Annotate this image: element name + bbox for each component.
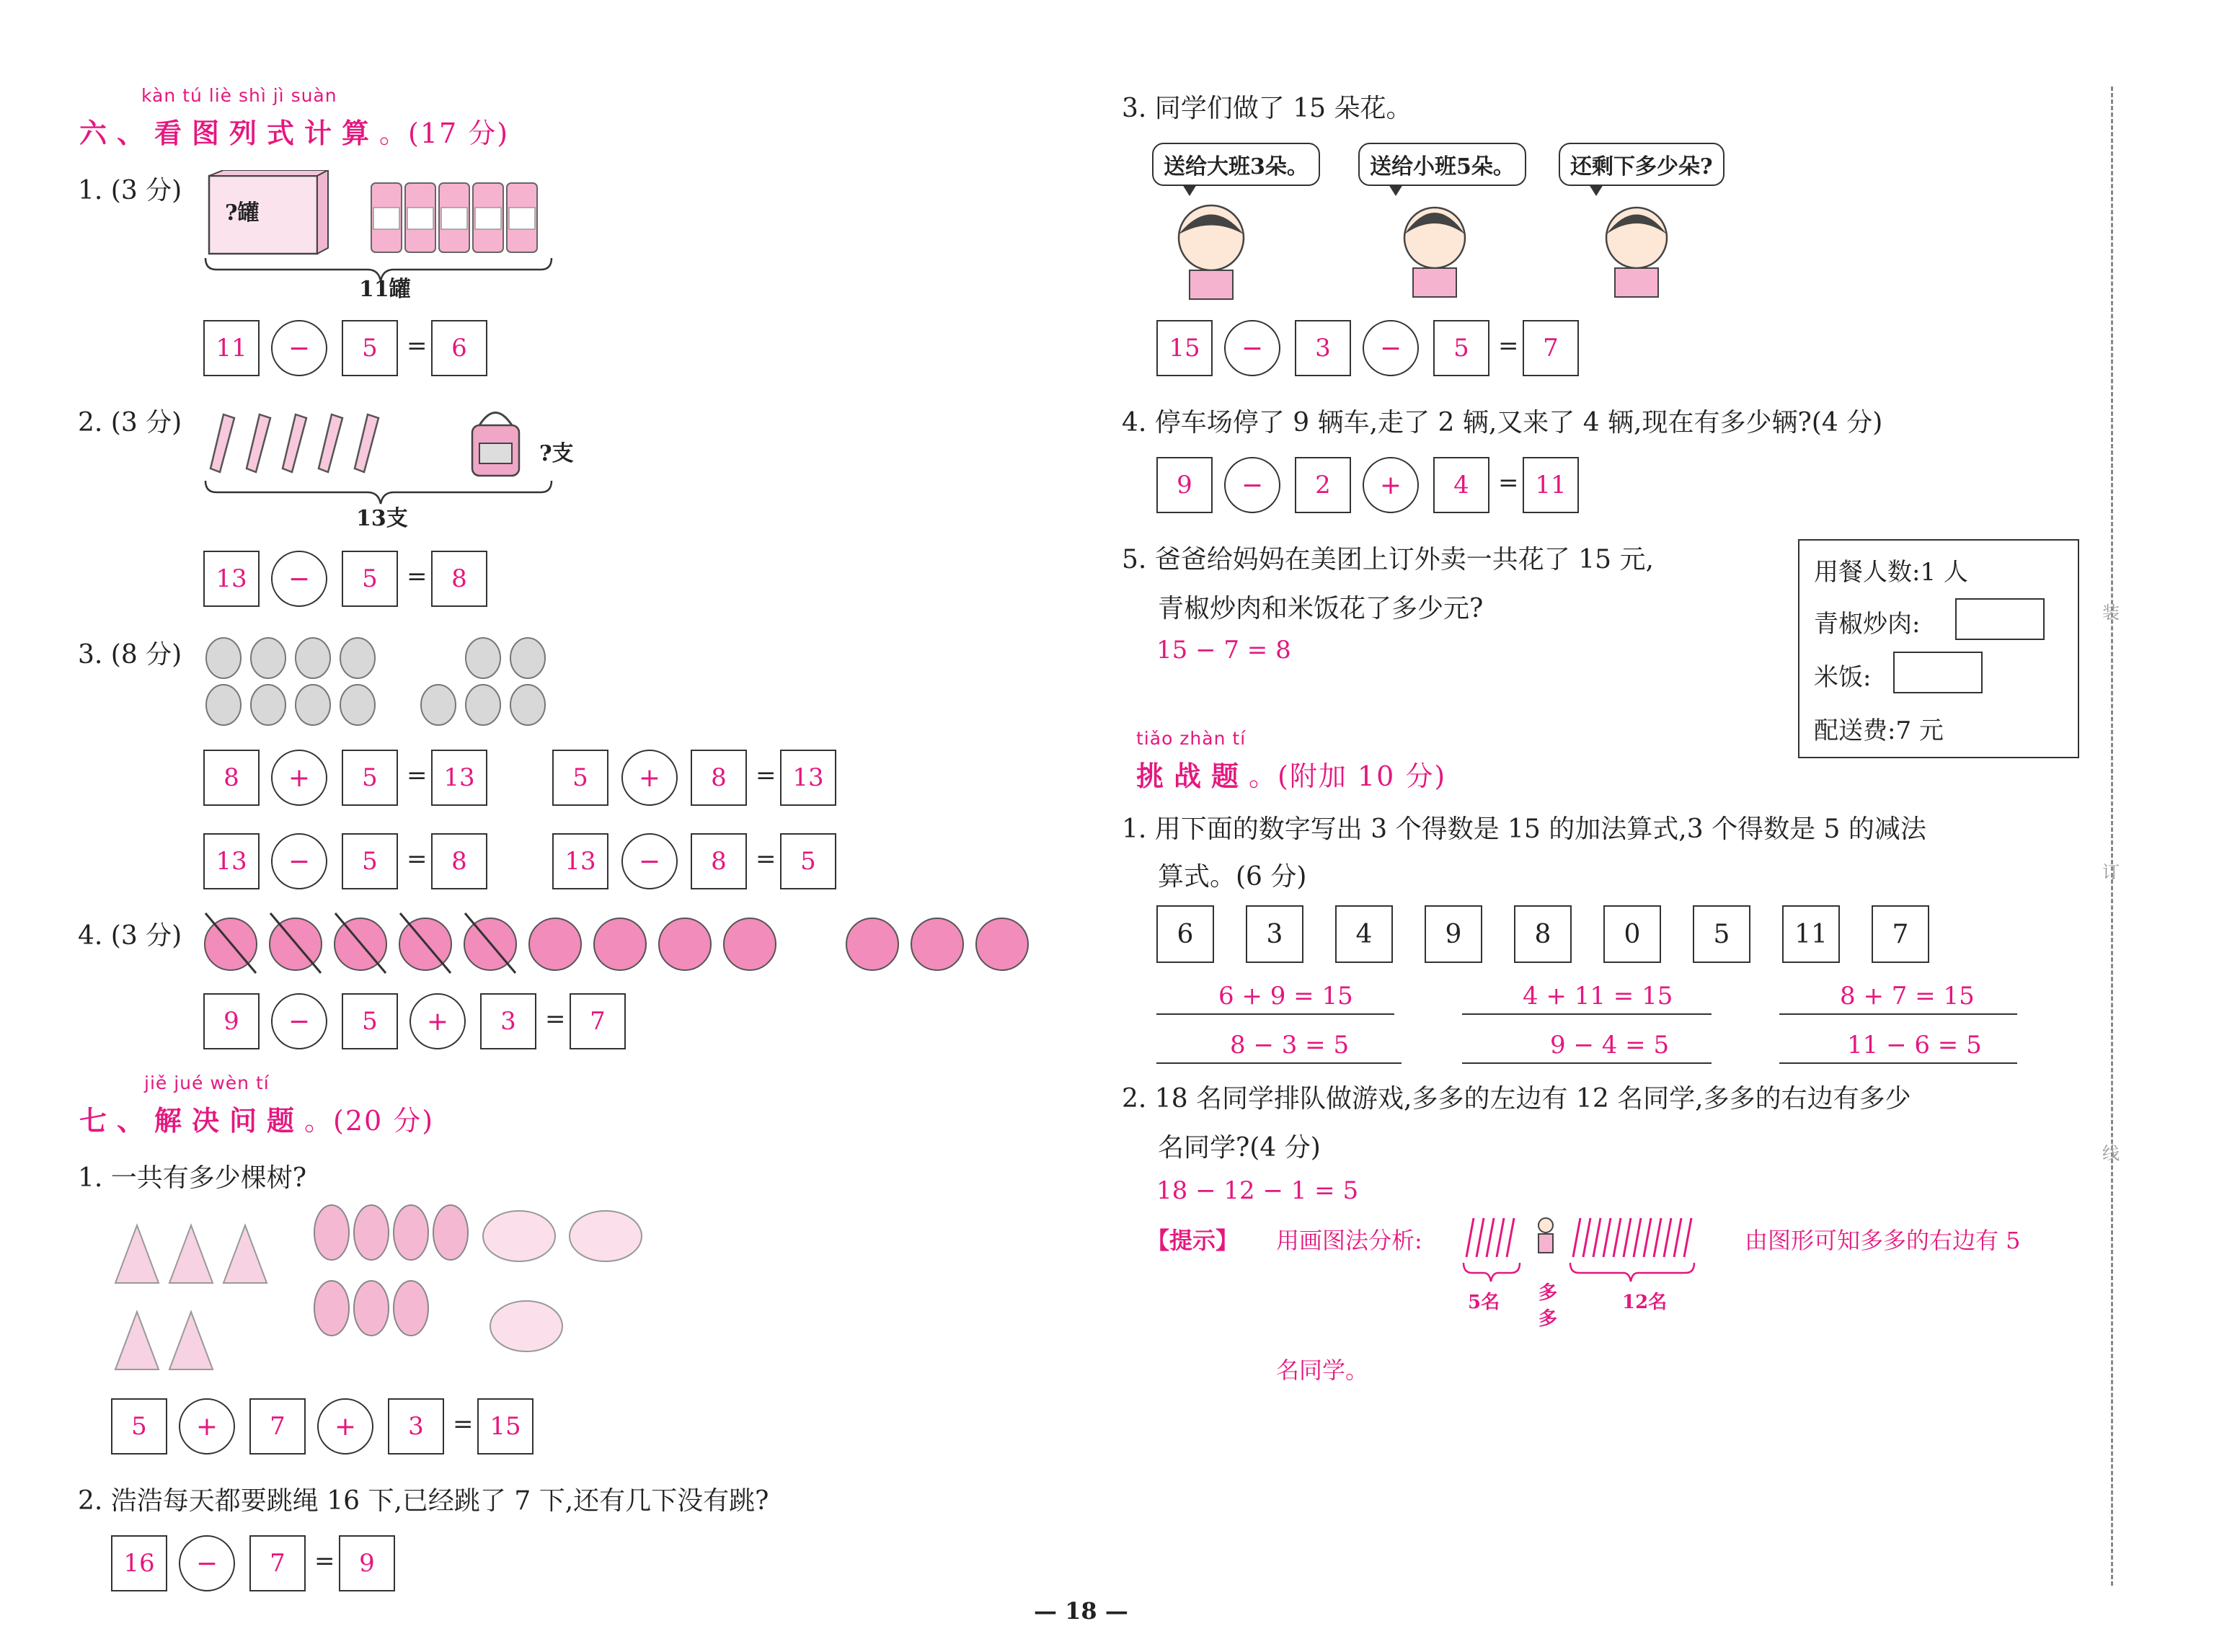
- s6-q3-r1b-op: +: [621, 750, 678, 806]
- s6-q2-equals: =: [407, 562, 428, 591]
- s6-q3-label: 3. (8 分): [78, 640, 182, 670]
- s7-q1-box-2: 7: [249, 1398, 306, 1455]
- r-q5-answer: 15 − 7 = 8: [1156, 636, 1291, 665]
- receipt-rice-blank: [1893, 652, 1983, 693]
- s7-q2-equals: =: [314, 1547, 335, 1576]
- s7-q1-text: 1. 一共有多少棵树?: [78, 1163, 307, 1193]
- r-q4-box-3: 4: [1433, 457, 1489, 513]
- s7-q1-box-4: 15: [477, 1398, 533, 1455]
- receipt-dish-blank: [1955, 598, 2045, 640]
- hint-diagram: [1458, 1212, 1739, 1284]
- ch-q1-line2: 算式。(6 分): [1158, 862, 1307, 892]
- hint-mid-label: 多多: [1538, 1282, 1558, 1330]
- ch-number-3: 4: [1335, 905, 1393, 963]
- challenge-title: 挑战题。(附加 10 分): [1136, 760, 1447, 792]
- s6-q1-label: 1. (3 分): [78, 176, 182, 205]
- r-q3-bubble-1: 送给大班3朵。: [1152, 143, 1320, 186]
- s7-q2-box-2: 7: [249, 1535, 306, 1591]
- hint-text-1: 用画图法分析:: [1276, 1227, 1422, 1254]
- r-q3-op-1: −: [1224, 320, 1280, 376]
- s6-q2-label: 2. (3 分): [78, 408, 182, 438]
- s6-q3-r1a-box-1: 8: [203, 750, 260, 806]
- r-q3-text: 3. 同学们做了 15 朵花。: [1122, 94, 1412, 123]
- r-q3-bubble-3: 还剩下多少朵?: [1559, 143, 1725, 186]
- s6-q4-apples-illustration: [202, 910, 1038, 974]
- s6-q1-box-1: 11: [203, 320, 260, 376]
- s6-q3-r1b-equals: =: [756, 761, 776, 790]
- s7-q2-op-1: −: [179, 1535, 235, 1591]
- ch-q2-line1: 2. 18 名同学排队做游戏,多多的左边有 12 名同学,多多的右边有多少: [1122, 1084, 1911, 1114]
- s6-q2-pencils-illustration: [202, 400, 562, 508]
- hint-text-3: 名同学。: [1276, 1356, 1369, 1384]
- s6-q3-r1a-box-2: 5: [342, 750, 398, 806]
- s6-q4-box-2: 5: [342, 993, 398, 1049]
- ch-add-answer-1: 6 + 9 = 15: [1218, 982, 1353, 1011]
- r-q3-op-2: −: [1363, 320, 1419, 376]
- ch-number-8: 11: [1782, 905, 1840, 963]
- ch-add-line-3: [1779, 1013, 2017, 1015]
- ch-sub-line-3: [1779, 1062, 2017, 1064]
- hint-right-label: 12名: [1622, 1292, 1668, 1313]
- receipt-delivery: 配送费:7 元: [1814, 716, 1944, 745]
- ch-add-line-1: [1156, 1013, 1394, 1015]
- hint-left-label: 5名: [1468, 1292, 1500, 1313]
- r-q4-op-2: +: [1363, 457, 1419, 513]
- binding-char-1: 装: [2102, 603, 2120, 623]
- s6-q3-r1a-equals: =: [407, 761, 428, 790]
- ch-q2-line2: 名同学?(4 分): [1158, 1133, 1321, 1163]
- s6-q2-total-label: 13支: [356, 506, 408, 531]
- s6-q4-box-1: 9: [203, 993, 260, 1049]
- ch-number-6: 0: [1603, 905, 1661, 963]
- s7-q1-op-2: +: [317, 1398, 373, 1455]
- r-q3-box-3: 5: [1433, 320, 1489, 376]
- s6-q4-equals: =: [545, 1005, 566, 1034]
- receipt-diners: 用餐人数:1 人: [1814, 558, 1968, 587]
- challenge-pinyin: tiǎo zhàn tí: [1136, 728, 1247, 749]
- s6-q3-r2a-op: −: [271, 833, 327, 889]
- ch-number-9: 7: [1872, 905, 1929, 963]
- s6-q2-box-2: 5: [342, 551, 398, 607]
- s6-q3-r1b-box-3: 13: [780, 750, 836, 806]
- s6-q3-r1b-box-1: 5: [552, 750, 608, 806]
- s6-q1-box-2: 5: [342, 320, 398, 376]
- s7-q1-equals: =: [453, 1410, 474, 1439]
- s7-q2-box-3: 9: [339, 1535, 395, 1591]
- ch-number-7: 5: [1693, 905, 1750, 963]
- s6-q4-label: 4. (3 分): [78, 921, 182, 951]
- s7-q1-box-3: 3: [388, 1398, 444, 1455]
- ch-q2-answer: 18 − 12 − 1 = 5: [1156, 1176, 1359, 1205]
- s6-q3-r1a-op: +: [271, 750, 327, 806]
- s6-q1-total-label: 11罐: [359, 277, 411, 302]
- s7-q1-box-1: 5: [111, 1398, 167, 1455]
- r-q4-box-4: 11: [1523, 457, 1579, 513]
- ch-sub-answer-2: 9 − 4 = 5: [1550, 1031, 1670, 1060]
- s6-q3-r2a-equals: =: [407, 845, 428, 874]
- s6-q3-birds-illustration: [202, 634, 555, 728]
- s6-q3-r1a-box-3: 13: [431, 750, 487, 806]
- s6-q4-box-4: 7: [570, 993, 626, 1049]
- s6-q1-box-label: ?罐: [225, 200, 260, 226]
- s6-q3-r2b-box-2: 8: [691, 833, 747, 889]
- r-q3-children-illustration: [1168, 195, 1745, 303]
- r-q3-box-2: 3: [1295, 320, 1351, 376]
- binding-dashed-line: [2111, 86, 2113, 1586]
- ch-add-answer-3: 8 + 7 = 15: [1840, 982, 1975, 1011]
- r-q5-line2: 青椒炒肉和米饭花了多少元?: [1158, 594, 1484, 623]
- binding-char-3: 线: [2102, 1143, 2120, 1163]
- s6-q3-r2b-op: −: [621, 833, 678, 889]
- r-q3-box-1: 15: [1156, 320, 1213, 376]
- r-q4-equals: =: [1498, 468, 1519, 497]
- s6-q4-op-2: +: [409, 993, 466, 1049]
- r-q3-bubble-2: 送给小班5朵。: [1358, 143, 1526, 186]
- ch-sub-answer-1: 8 − 3 = 5: [1230, 1031, 1350, 1060]
- ch-sub-line-1: [1156, 1062, 1402, 1064]
- ch-number-2: 3: [1246, 905, 1303, 963]
- ch-sub-answer-3: 11 − 6 = 5: [1847, 1031, 1982, 1060]
- s6-q2-box-3: 8: [431, 551, 487, 607]
- s6-q3-r2b-box-1: 13: [552, 833, 608, 889]
- r-q4-text: 4. 停车场停了 9 辆车,走了 2 辆,又来了 4 辆,现在有多少辆?(4 分): [1122, 408, 1883, 438]
- ch-add-line-2: [1462, 1013, 1712, 1015]
- ch-number-5: 8: [1514, 905, 1572, 963]
- ch-add-answer-2: 4 + 11 = 15: [1523, 982, 1673, 1011]
- r-q3-equals: =: [1498, 332, 1519, 360]
- section7-title: 七、解决问题。(20 分): [79, 1104, 435, 1137]
- s6-q1-equals: =: [407, 332, 428, 360]
- s6-q3-r1b-box-2: 8: [691, 750, 747, 806]
- s6-q1-box-3: 6: [431, 320, 487, 376]
- r-q3-box-4: 7: [1523, 320, 1579, 376]
- r-q4-box-2: 2: [1295, 457, 1351, 513]
- receipt-dish: 青椒炒肉:: [1814, 610, 1921, 639]
- s6-q4-op-1: −: [271, 993, 327, 1049]
- hint-text-2: 由图形可知多多的右边有 5: [1745, 1227, 2021, 1254]
- binding-char-2: 订: [2102, 862, 2120, 882]
- s6-q3-r2a-box-2: 5: [342, 833, 398, 889]
- section6-title: 六、看图列式计算。(17 分): [79, 117, 510, 149]
- s6-q1-op-1: −: [271, 320, 327, 376]
- s6-q2-box-1: 13: [203, 551, 260, 607]
- s6-q3-r2b-equals: =: [756, 845, 776, 874]
- r-q5-line1: 5. 爸爸给妈妈在美团上订外卖一共花了 15 元,: [1122, 545, 1654, 574]
- s6-q2-op-1: −: [271, 551, 327, 607]
- hint-tag: 【提示】: [1146, 1227, 1239, 1254]
- r-q5-receipt: [1798, 539, 2079, 758]
- s7-q1-trees-illustration: [108, 1204, 670, 1377]
- s7-q2-text: 2. 浩浩每天都要跳绳 16 下,已经跳了 7 下,还有几下没有跳?: [78, 1486, 769, 1516]
- section7-pinyin: jiě jué wèn tí: [144, 1073, 270, 1093]
- s7-q2-box-1: 16: [111, 1535, 167, 1591]
- s6-q4-box-3: 3: [480, 993, 536, 1049]
- ch-q1-line1: 1. 用下面的数字写出 3 个得数是 15 的加法算式,3 个得数是 5 的减法: [1122, 814, 1926, 844]
- page-number: — 18 —: [1034, 1597, 1128, 1625]
- receipt-rice: 米饭:: [1814, 663, 1872, 692]
- s6-q2-bag-label: ?支: [539, 441, 574, 466]
- ch-number-1: 6: [1156, 905, 1214, 963]
- s6-q3-r2b-box-3: 5: [780, 833, 836, 889]
- s7-q1-op-1: +: [179, 1398, 235, 1455]
- ch-sub-line-2: [1462, 1062, 1712, 1064]
- section6-pinyin: kàn tú liè shì jì suàn: [141, 85, 337, 106]
- s6-q3-r2a-box-3: 8: [431, 833, 487, 889]
- ch-number-4: 9: [1425, 905, 1482, 963]
- s6-q3-r2a-box-1: 13: [203, 833, 260, 889]
- r-q4-box-1: 9: [1156, 457, 1213, 513]
- r-q4-op-1: −: [1224, 457, 1280, 513]
